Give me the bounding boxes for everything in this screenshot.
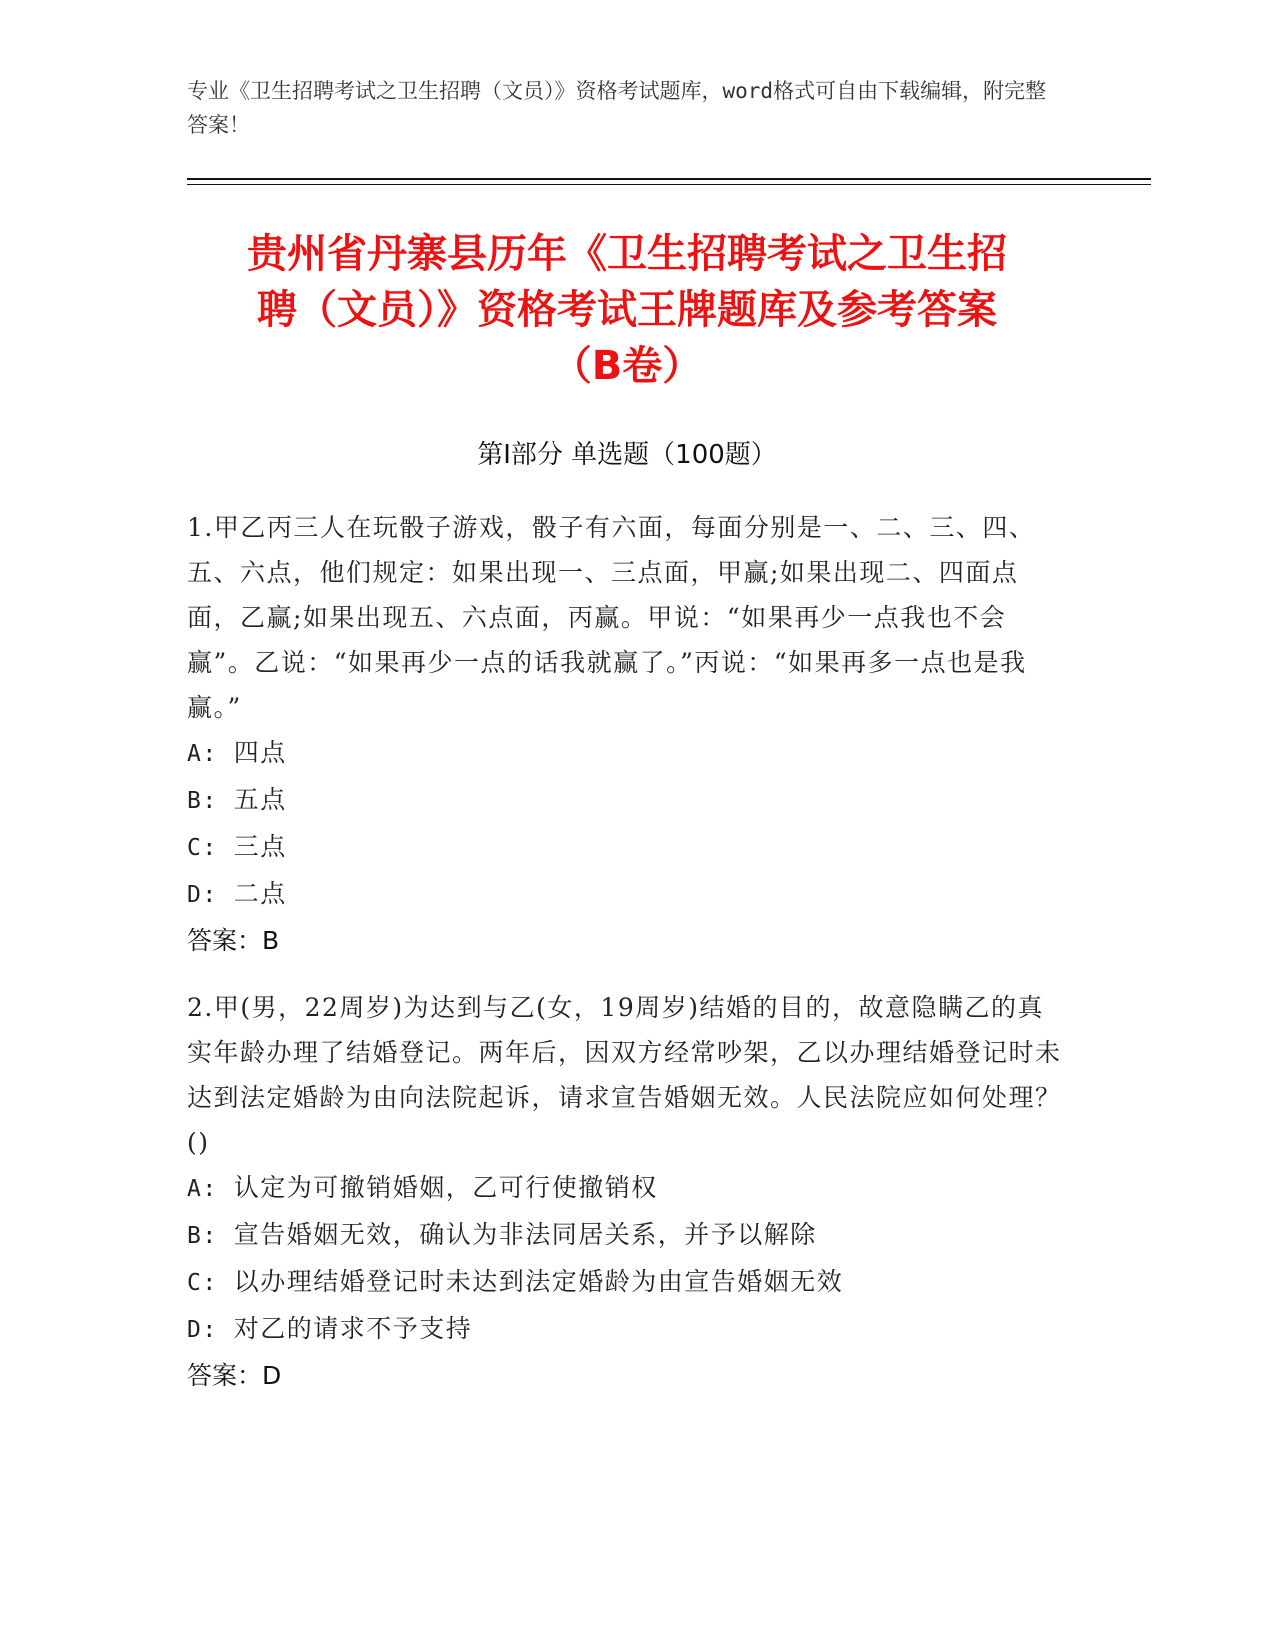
option-text: 宣告婚姻无效，确认为非法同居关系，并予以解除: [233, 1220, 817, 1249]
question-stem: 1.甲乙丙三人在玩骰子游戏，骰子有六面，每面分别是一、二、三、四、五、六点，他们规定：如果出现一、三点面，甲赢;如果出现二、四面点面，乙赢;如果出现五、六点面，丙赢。甲说：“如果再少一点我也不会赢”。乙说：“如果再少一点的话我就赢了。”丙说：“如果再多一点也是我赢。”: [187, 513, 1036, 722]
option-separator: :: [202, 1176, 218, 1202]
option-letter: D: [187, 1317, 203, 1343]
question-2: [187, 985, 1067, 1398]
option-d: [187, 871, 1067, 918]
option-text: 对乙的请求不予支持: [233, 1314, 473, 1343]
option-separator: :: [202, 1270, 218, 1296]
option-text: 三点: [233, 832, 287, 861]
question-stem: 2.甲(男，22周岁)为达到与乙(女，19周岁)结婚的目的，故意隐瞒乙的真实年龄办理了结婚登记。两年后，因双方经常吵架，乙以办理结婚登记时未达到法定婚龄为由向法院起诉，请求宣告婚姻无效。人民法院应如何处理？(): [187, 993, 1062, 1157]
option-letter: B: [187, 788, 203, 814]
option-letter: D: [187, 882, 203, 908]
option-c: [187, 1259, 1067, 1306]
option-letter: C: [187, 835, 203, 861]
document-title-line-1: 贵州省丹寨县历年《卫生招聘考试之卫生招: [247, 231, 1007, 277]
option-separator: :: [202, 741, 218, 767]
option-d: [187, 1306, 1067, 1353]
document-title-line-3: （B卷）: [551, 343, 703, 389]
question-1: [187, 505, 1067, 963]
header-divider-thin: [187, 184, 1151, 185]
option-text: 认定为可撤销婚姻，乙可行使撤销权: [233, 1173, 658, 1202]
option-separator: :: [202, 1317, 218, 1343]
option-text: 二点: [233, 879, 287, 908]
document-title-line-2: 聘（文员）》资格考试王牌题库及参考答案: [257, 287, 997, 333]
option-text: 五点: [233, 785, 287, 814]
answer: 答案：D: [187, 1361, 282, 1390]
option-b: [187, 777, 1067, 824]
answer: 答案：B: [187, 926, 280, 955]
header-divider-thick: [187, 178, 1151, 180]
option-separator: :: [202, 788, 218, 814]
option-c: [187, 824, 1067, 871]
header-note: 专业《卫生招聘考试之卫生招聘（文员）》资格考试题库，word格式可自由下载编辑，附完整答案！: [187, 79, 1047, 137]
option-a: [187, 730, 1067, 777]
option-b: [187, 1212, 1067, 1259]
option-text: 以办理结婚登记时未达到法定婚龄为由宣告婚姻无效: [233, 1267, 844, 1296]
option-text: 四点: [233, 738, 287, 767]
option-a: [187, 1165, 1067, 1212]
option-letter: C: [187, 1270, 203, 1296]
option-letter: A: [187, 741, 203, 767]
option-separator: :: [202, 882, 218, 908]
document-title: [187, 226, 1067, 394]
section-title: 第Ⅰ部分 单选题（100题）: [477, 440, 777, 470]
option-letter: B: [187, 1223, 203, 1249]
option-separator: :: [202, 835, 218, 861]
option-separator: :: [202, 1223, 218, 1249]
option-letter: A: [187, 1176, 203, 1202]
